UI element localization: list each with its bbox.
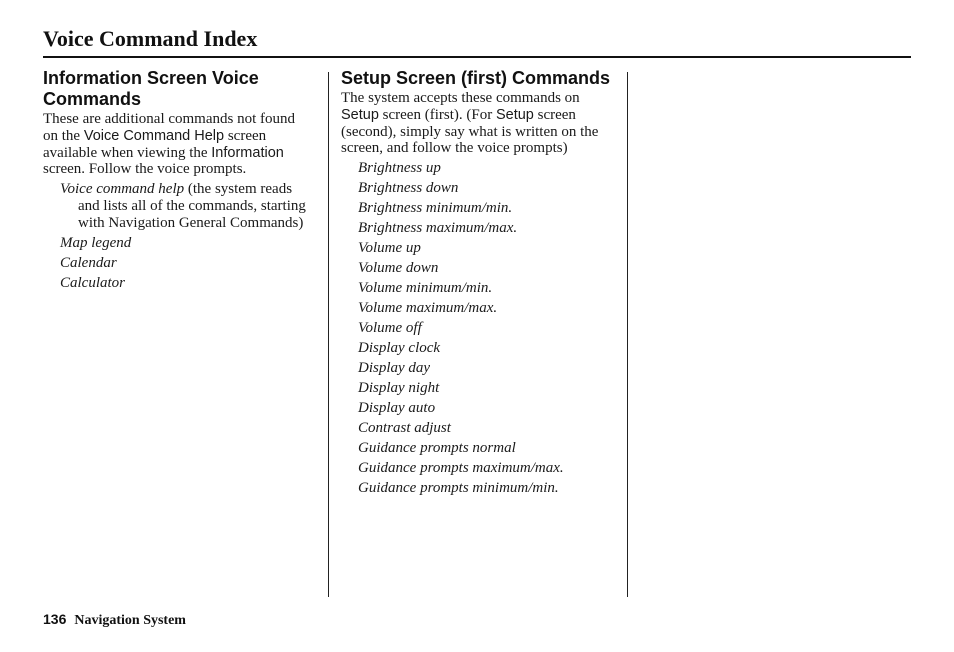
command-item: Calculator [60, 274, 126, 291]
command-item: Brightness minimum/min. [358, 200, 513, 217]
command-item: Display day [358, 360, 431, 377]
setup-screen-section [341, 68, 616, 497]
command-item: Volume up [358, 240, 421, 257]
page-footer [43, 611, 186, 629]
intro-screen-name: Information [211, 144, 284, 161]
command-item: Volume minimum/min. [358, 280, 493, 297]
command-item: Contrast adjust [358, 420, 451, 437]
intro-text: screen. Follow the voice prompts. [43, 161, 247, 178]
footer-label: Navigation System [74, 613, 186, 628]
command-item: Map legend [60, 234, 132, 251]
command-item: Calendar [60, 254, 117, 271]
intro-text: The system accepts these commands on [341, 90, 580, 106]
command-item: Brightness up [358, 160, 441, 177]
setup-screen-heading: Setup Screen (first) Commands [341, 68, 611, 88]
command-item: Brightness maximum/max. [358, 220, 518, 237]
command-item: Display night [358, 380, 440, 397]
command-item: Guidance prompts maximum/max. [358, 460, 564, 477]
column-divider [328, 72, 329, 597]
intro-screen-name: Voice Command Help [83, 127, 225, 144]
command-item [60, 181, 313, 231]
command-item: Guidance prompts minimum/min. [358, 480, 559, 497]
command-item: Volume maximum/max. [358, 300, 498, 317]
info-screen-heading: Information Screen Voice Commands [43, 68, 259, 109]
info-screen-section [43, 68, 313, 292]
command-item: Display clock [358, 340, 441, 357]
page-title: Voice Command Index [43, 26, 258, 51]
title-rule [43, 56, 911, 58]
command-item: Display auto [358, 400, 436, 417]
command-item: Volume off [358, 320, 422, 337]
intro-text: screen (second), simply say what is written on the screen, and follow the voice prompts) [341, 106, 599, 157]
page-number: 136 [43, 611, 67, 627]
intro-screen-name: Setup [495, 106, 534, 123]
info-screen-intro [43, 111, 313, 178]
intro-text: screen available when viewing the [43, 127, 267, 161]
intro-text: screen (first). (For [378, 106, 496, 123]
intro-text: These are additional commands not found on the [43, 111, 296, 144]
command-text: Voice command help [60, 181, 185, 198]
column-divider [627, 72, 628, 597]
command-item: Brightness down [358, 180, 459, 197]
intro-screen-name: Setup [341, 106, 379, 123]
command-item: Volume down [358, 260, 439, 277]
setup-screen-intro [341, 90, 616, 157]
command-item: Guidance prompts normal [358, 440, 516, 457]
command-note: (the system reads and lists all of the commands, starting with Navigation General Commands) [78, 181, 306, 231]
